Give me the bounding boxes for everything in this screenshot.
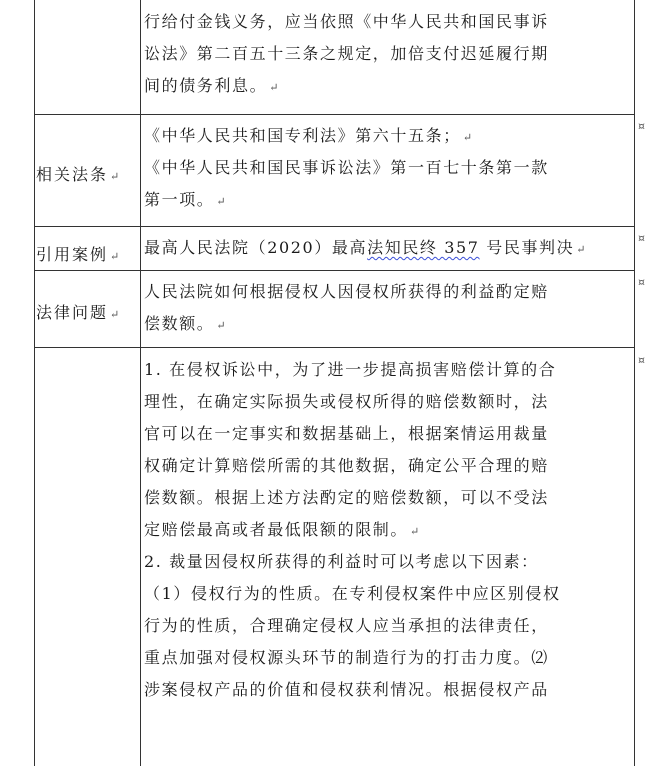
row-label-issue	[36, 300, 136, 323]
text-line	[144, 232, 639, 264]
spellcheck-flagged-text: 法知民终 357	[367, 238, 480, 257]
text-line	[144, 308, 630, 340]
text-line: 人民法院如何根据侵权人因侵权所获得的利益酌定赔	[144, 282, 549, 301]
text-line: （1）侵权行为的性质。在专利侵权案件中应区别侵权	[144, 584, 561, 603]
case-prefix: 最高人民法院（2020）最高	[144, 238, 368, 257]
text-line: 涉案侵权产品的价值和侵权获利情况。根据侵权产品	[144, 680, 549, 699]
text-line: 官可以在一定事实和数据基础上，根据案情运用裁量	[144, 424, 549, 443]
row-label-law	[36, 162, 136, 185]
text-line-content: 间的债务利息。	[144, 76, 268, 95]
paragraph-mark: ↵	[110, 170, 120, 183]
law-row-text	[144, 120, 630, 216]
row-label-text: 相关法条	[36, 165, 109, 184]
paragraph-mark: ↵	[269, 81, 279, 94]
text-line: 1. 在侵权诉讼中，为了进一步提高损害赔偿计算的合	[144, 360, 557, 379]
cell-end-mark: ¤	[638, 120, 645, 133]
text-line-content: 第一项。	[144, 190, 215, 209]
paragraph-mark: ↵	[216, 319, 226, 332]
text-line	[144, 184, 630, 216]
case-row-text	[144, 232, 639, 264]
row-divider	[34, 270, 635, 271]
row-label-text: 引用案例	[36, 245, 109, 264]
text-line: 行为的性质，合理确定侵权人应当承担的法律责任，	[144, 616, 549, 635]
text-line-content: 《中华人民共和国专利法》第六十五条；	[144, 126, 461, 145]
row-label-text: 法律问题	[36, 303, 109, 322]
row-divider	[34, 226, 635, 227]
row-divider	[34, 114, 635, 115]
text-line: 理性，在确定实际损失或侵权所得的赔偿数额时，法	[144, 392, 549, 411]
text-line: 讼法》第二百五十三条之规定，加倍支付迟延履行期	[144, 44, 549, 63]
paragraph-mark: ↵	[410, 525, 420, 538]
text-line: 《中华人民共和国民事诉讼法》第一百七十条第一款	[144, 158, 549, 177]
text-line: 行给付金钱义务，应当依照《中华人民共和国民事诉	[144, 12, 549, 31]
text-line: 重点加强对侵权源头环节的制造行为的打击力度。⑵	[144, 648, 549, 667]
row-divider	[34, 347, 635, 348]
cell-end-mark: ¤	[638, 232, 645, 245]
paragraph-mark: ↵	[110, 308, 120, 321]
text-line-content: 定赔偿最高或者最低限额的限制。	[144, 520, 409, 539]
top-row-text	[144, 6, 630, 102]
text-line	[144, 514, 630, 546]
text-line-content: 偿数额。	[144, 314, 215, 333]
cell-end-mark: ¤	[638, 354, 645, 367]
paragraph-mark: ↵	[110, 250, 120, 263]
text-line: 权确定计算赔偿所需的其他数据，确定公平合理的赔	[144, 456, 549, 475]
case-suffix: 号民事判决	[479, 238, 575, 257]
text-line	[144, 70, 630, 102]
paragraph-mark: ↵	[462, 131, 473, 144]
text-line: 2. 裁量因侵权所获得的利益时可以考虑以下因素：	[144, 552, 539, 571]
paragraph-mark: ↵	[576, 243, 586, 256]
row-label-case	[36, 242, 136, 265]
text-line	[144, 120, 630, 152]
body-row-text	[144, 354, 630, 706]
text-line: 偿数额。根据上述方法酌定的赔偿数额，可以不受法	[144, 488, 549, 507]
cell-end-mark: ¤	[638, 276, 645, 289]
issue-row-text	[144, 276, 630, 340]
paragraph-mark: ↵	[216, 195, 226, 208]
